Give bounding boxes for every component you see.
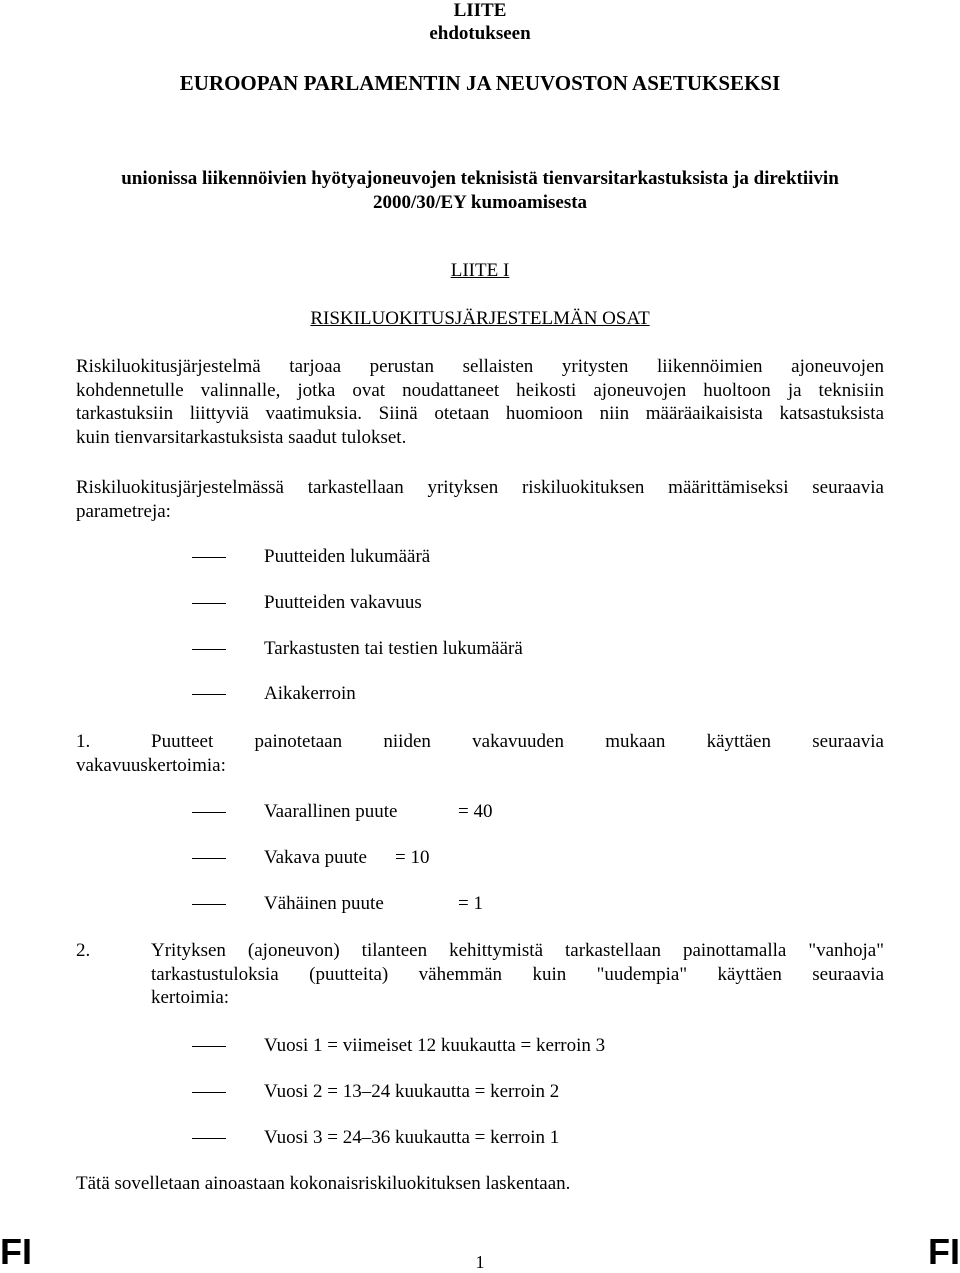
dash-bullet-icon: [192, 1092, 226, 1093]
footer-language-right: FI: [928, 1231, 960, 1272]
dash-bullet-icon: [192, 812, 226, 813]
point-number: 1.: [76, 731, 91, 752]
point-1-line: Puutteet painotetaan niiden vakavuuden mukaan käyttäen seuraavia: [151, 731, 884, 752]
dash-bullet-icon: [192, 557, 226, 558]
intro-paragraph: [76, 355, 884, 449]
point-number: 2.: [76, 940, 91, 961]
regulation-title: EUROOPAN PARLAMENTIN JA NEUVOSTON ASETUKSEKSI: [179, 71, 781, 95]
time-factor-label: Vuosi 2 = 13–24 kuukautta = kerroin 2: [264, 1081, 560, 1102]
dash-bullet-icon: [192, 649, 226, 650]
parameters-line: parametreja:: [76, 500, 171, 522]
annex-number: LIITE I: [450, 260, 510, 281]
parameters-line: Riskiluokitusjärjestelmässä tarkastellaan yrityksen riskiluokituksen määrittämiseksi seuraavia: [76, 477, 884, 498]
point-2-line: tarkastustuloksia (puutteita) vähemmän kuin "uudempia" käyttäen seuraavia: [151, 963, 884, 985]
annex-label: LIITE: [453, 0, 507, 21]
point-2-body: [151, 939, 884, 1010]
intro-line: kohdennetulle valinnalle, jotka ovat noudattaneet heikosti ajoneuvojen huoltoon ja teknisiin: [76, 379, 884, 401]
intro-line: kuin tienvarsitarkastuksista saadut tulokset.: [76, 426, 407, 448]
closing-paragraph: [76, 1172, 884, 1196]
intro-line: Riskiluokitusjärjestelmä tarjoaa perustan sellaisten yritysten liikennöimien ajoneuvojen: [76, 356, 884, 377]
severity-label: Vähäinen puute: [264, 893, 384, 914]
dash-bullet-icon: [192, 603, 226, 604]
severity-label: Vaarallinen puute: [264, 801, 398, 822]
dash-bullet-icon: [192, 1046, 226, 1047]
dash-bullet-icon: [192, 904, 226, 905]
time-factor-label: Vuosi 3 = 24–36 kuukautta = kerroin 1: [264, 1127, 560, 1148]
severity-value: = 40: [458, 801, 493, 822]
point-1-body: [151, 730, 884, 754]
severity-value: = 1: [458, 893, 483, 914]
point-2-line: Yrityksen (ajoneuvon) tilanteen kehittymistä tarkastellaan painottamalla "vanhoja": [151, 940, 884, 961]
point-1-line: vakavuuskertoimia:: [76, 754, 226, 776]
parameter-label: Puutteiden vakavuus: [264, 592, 422, 613]
dash-bullet-icon: [192, 694, 226, 695]
subject-line-1: unionissa liikennöivien hyötyajoneuvojen teknisistä tienvarsitarkastuksista ja direktiivin: [121, 168, 839, 189]
parameter-label: Aikakerroin: [264, 683, 356, 704]
time-factor-label: Vuosi 1 = viimeiset 12 kuukautta = kerroin 3: [264, 1035, 606, 1056]
parameter-label: Tarkastusten tai testien lukumäärä: [264, 638, 523, 659]
parameter-label: Puutteiden lukumäärä: [264, 546, 431, 567]
closing-text: Tätä sovelletaan ainoastaan kokonaisriskiluokituksen laskentaan.: [76, 1173, 571, 1194]
point-2-line: kertoimia:: [151, 987, 230, 1008]
point-2: [76, 939, 884, 1011]
page-number: 1: [475, 1252, 485, 1272]
severity-value: = 10: [395, 847, 430, 868]
footer-language-left: FI: [0, 1231, 32, 1272]
point-1: [76, 730, 884, 778]
dash-bullet-icon: [192, 1138, 226, 1139]
intro-line: tarkastuksiin liittyviä vaatimuksia. Siinä otetaan huomioon niin määräaikaisista katsastuksista: [76, 403, 884, 424]
annex-subtitle: ehdotukseen: [429, 23, 531, 44]
severity-label: Vakava puute: [264, 847, 367, 868]
dash-bullet-icon: [192, 858, 226, 859]
parameters-paragraph: [76, 476, 884, 523]
section-title: RISKILUOKITUSJÄRJESTELMÄN OSAT: [310, 308, 650, 329]
subject-line-2: 2000/30/EY kumoamisesta: [372, 192, 588, 213]
